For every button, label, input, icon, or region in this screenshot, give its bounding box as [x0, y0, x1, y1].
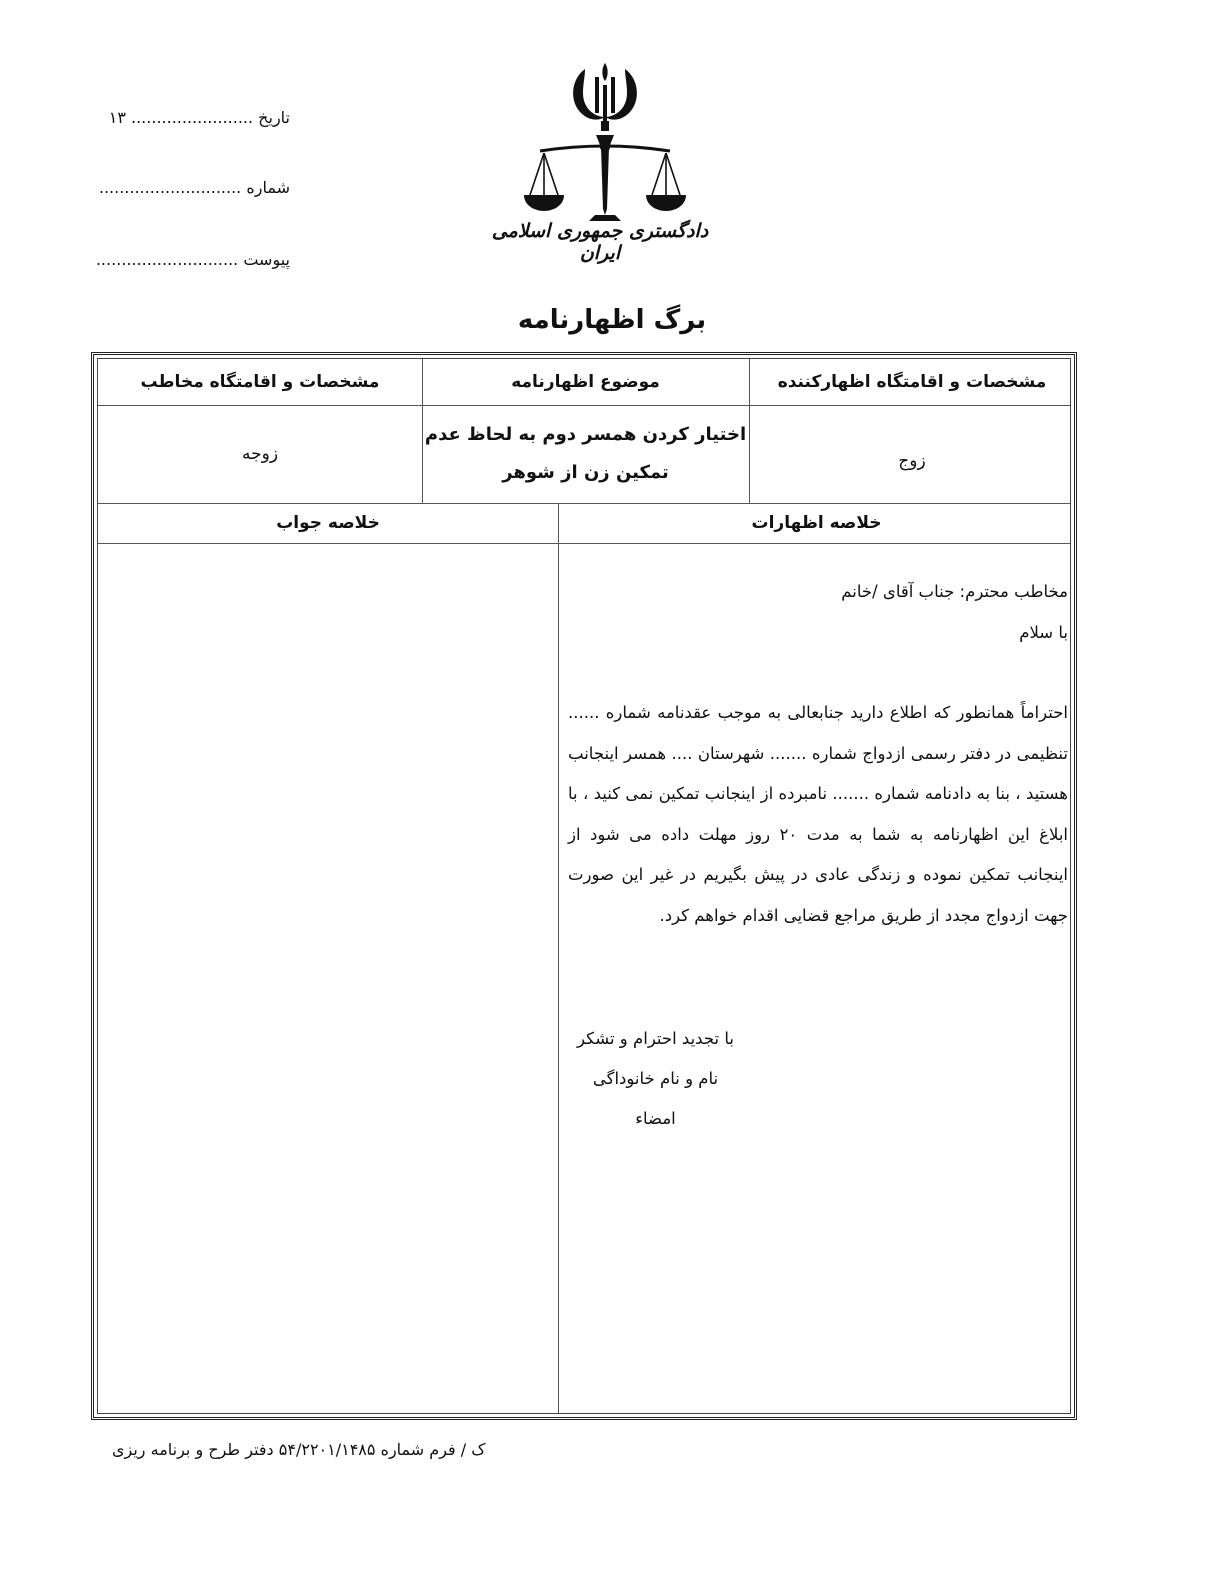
declarant-header: مشخصات و اقامتگاه اظهارکننده	[777, 372, 1047, 392]
subject-line: تمکین زن از شوهر	[502, 462, 669, 483]
reply-header: خلاصه جواب	[276, 513, 380, 533]
addressee-header: مشخصات و اقامتگاه مخاطب	[140, 372, 380, 392]
declaration-form-table	[91, 352, 1077, 1420]
statement-body	[568, 572, 1068, 936]
statement-paragraph: احتراماً همانطور که اطلاع دارید جنابعالی به موجب عقدنامه شماره ...... تنظیمی در دفتر رسمی ازدواج شماره ....... شهرستان .... همسر اینجانب هستید ، بنا به دادنامه شماره ....... نامبرده از اینجانب تمکین نمی کنید ، با ابلاغ این اظهارنامه به شما به مدت ۲۰ روز مهلت داده می شود از اینجانب تمکین نموده و زندگی عادی در پیش بگیریم در غیر این صورت جهت ازدواج مجدد از طریق مراجع قضایی اقدام خواهم کرد.	[568, 703, 1068, 925]
reply-area	[98, 544, 557, 1413]
greeting: با سلام	[1019, 622, 1068, 642]
form-footer: ک / فرم شماره ۵۴/۲۲۰۱/۱۴۸۵ دفتر طرح و برنامه ریزی	[112, 1440, 486, 1459]
subject-line: اختیار کردن همسر دوم به لحاظ عدم	[424, 424, 747, 445]
declarant-value: زوج	[898, 451, 926, 471]
closing-text: با تجدید احترام و تشکر	[577, 1029, 734, 1048]
subject-value	[422, 405, 749, 503]
addressee-value: زوجه	[241, 444, 279, 464]
subject-header: موضوع اظهارنامه	[511, 372, 660, 392]
page-title: برگ اظهارنامه	[517, 305, 707, 335]
closing-block	[568, 1019, 743, 1139]
statements-header: خلاصه اظهارات	[751, 513, 882, 533]
divider	[558, 503, 559, 1413]
emblem-caption: دادگستری جمهوری اسلامی ایران	[491, 220, 709, 264]
spacer	[568, 653, 1068, 693]
attachment-field: پیوست ............................	[95, 250, 290, 269]
salutation: مخاطب محترم: جناب آقای /خانم	[841, 582, 1068, 601]
date-field: تاریخ ........................ ۱۳	[108, 108, 290, 127]
number-field: شماره ............................	[98, 178, 290, 197]
name-label: نام و نام خانوداگی	[592, 1069, 719, 1088]
signature-label: امضاء	[635, 1109, 676, 1128]
